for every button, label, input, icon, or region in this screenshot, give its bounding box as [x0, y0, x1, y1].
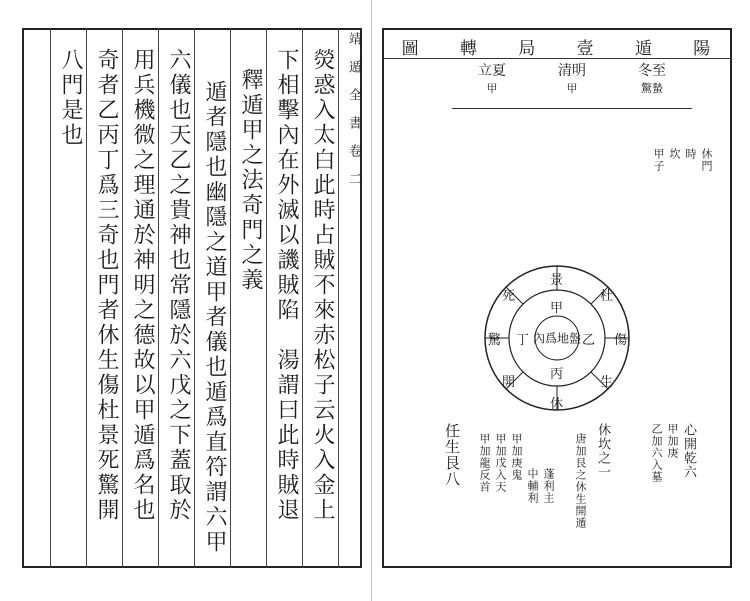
text-column-4: 遁者隱也幽隱之道甲者儀也遁爲直符謂六甲: [202, 80, 227, 555]
right-page: [382, 28, 732, 568]
text-column-5: 六儀也天乙之貴神也常隱於六戊之下蓋取於: [166, 48, 191, 523]
dial-gate: 景: [550, 273, 564, 288]
column-rule: [266, 28, 267, 568]
column-rule: [230, 28, 231, 568]
dial-gate: 杜: [600, 289, 614, 304]
column-rule: [158, 28, 159, 568]
diagram-column: 甲加戊入天: [494, 433, 507, 493]
dial-gate: 死: [502, 289, 516, 304]
side-note: 時: [684, 148, 697, 160]
column-rule: [338, 28, 339, 568]
column-rule: [86, 28, 87, 568]
solar-term: 立夏 甲: [478, 63, 506, 95]
title-char: 轉: [459, 39, 479, 59]
margin-note: 靖 遁 全 書 卷 二: [346, 32, 361, 186]
book-gutter: [371, 0, 372, 601]
diagram-column: 中輔利: [526, 468, 539, 504]
dial-gate: 開: [502, 375, 516, 390]
title-char: 局: [518, 39, 538, 59]
text-column-7: 奇者乙丙丁爲三奇也門者休生傷杜景死驚開: [94, 48, 119, 523]
title-char: 圖: [401, 39, 421, 59]
side-note: 甲加庚: [666, 423, 679, 459]
side-note: 坎: [668, 148, 681, 160]
column-rule: [50, 28, 51, 568]
side-note: 心開乾六: [681, 423, 696, 479]
text-column-1: 熒惑入太白此時占賊不來赤松子云火入金上: [310, 48, 335, 523]
text-column-6: 用兵機微之理通於神明之德故以甲遁爲名也: [130, 48, 155, 523]
side-note: 乙加六入墓: [650, 423, 663, 483]
dial-stem: 丁: [516, 333, 530, 348]
dial-gate: 驚: [488, 333, 502, 348]
solar-terms-row: [452, 62, 692, 109]
dial-stem: 甲: [550, 301, 564, 316]
diagram-column: 唐加艮之休生開遁: [574, 433, 587, 529]
dial-center-label: 內爲地盤: [532, 331, 582, 346]
title-char: 遁: [634, 39, 654, 59]
title-char: 壹: [576, 39, 596, 59]
column-rule: [194, 28, 195, 568]
text-column-2: 下相擊內在外滅以譏賊陷 湯謂曰此時賊退: [274, 48, 299, 523]
diagram-column: 甲加庚鬼: [510, 433, 523, 481]
title-char: 陽: [693, 39, 713, 59]
side-note: 休門: [700, 148, 713, 172]
diagram-column: 休坎之一: [595, 423, 610, 479]
solar-term: 冬至 驚蟄: [638, 63, 666, 95]
dial-stem: 丙: [550, 367, 564, 382]
section-heading: 釋遁甲之法奇門之義: [238, 68, 263, 293]
diagram-column: 任生艮八: [443, 423, 461, 487]
diagram-column: 蓬利主: [542, 468, 555, 504]
left-page: [22, 28, 362, 568]
diagram-title: [382, 34, 732, 59]
dial-gate: 傷: [614, 333, 628, 348]
column-rule: [302, 28, 303, 568]
dial: [482, 263, 632, 413]
dial-stem: 乙: [582, 333, 596, 348]
column-rule: [122, 28, 123, 568]
diagram-column: 甲加龍反首: [478, 433, 491, 493]
text-column-8: 八門是也: [58, 48, 83, 148]
dial-gate: 生: [600, 375, 614, 390]
side-note: 甲子: [652, 148, 665, 172]
solar-term: 清明 甲: [558, 63, 586, 95]
dial-gate: 休: [550, 397, 564, 412]
